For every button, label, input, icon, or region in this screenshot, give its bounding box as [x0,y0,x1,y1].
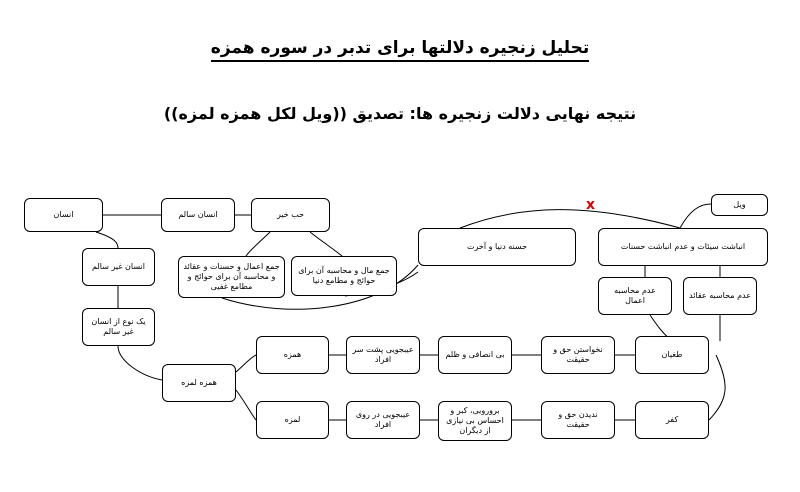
node-anbasht: انباشت سیئات و عدم انباشت حسنات [598,228,768,266]
node-jam-mal: جمع مال و محاسبه آن برای حوائج و مطامع دنیا [291,256,397,296]
node-toghyan: طغیان [635,336,709,374]
node-hobb-khair: حب خیر [251,198,330,232]
node-yek-no: یک نوع از انسان غیر سالم [82,308,155,346]
node-adam-mohasebe: عدم محاسبه اعمال [598,277,672,315]
node-kofr: کفر [635,401,709,439]
node-adam-aghayed: عدم محاسبه عقائد [683,277,757,315]
node-boruyi: برورویی، کبر و احساس بی نیازی از دیگران [438,401,512,441]
node-lomaze: لمزه [256,401,329,439]
broken-link-icon: x [586,197,596,213]
node-hamze: همزه [256,336,329,374]
node-nadidan: ندیدن حق و حقیقت [541,401,615,439]
node-jam-amal: جمع اعمال و حسنات و عقائد و محاسبه آن برای حوائج و مطامع غفیی [178,256,285,298]
node-insan-gheir-salem: انسان غیر سالم [82,248,155,286]
diagram-subtitle: نتیجه نهایی دلالت زنجیره ها: تصدیق ((ویل لکل همزه لمزه)) [163,104,637,123]
diagram-title: تحلیل زنجیره دلالتها برای تدبر در سوره همزه [0,38,800,58]
node-veil: ویل [711,194,768,216]
node-eib-posht: عیبجویی پشت سر افراد [346,336,420,374]
node-nakhastan: نخواستن حق و حقیقت [541,336,615,374]
node-insan: انسان [24,198,103,232]
node-hasane: حسنه دنیا و آخرت [418,228,576,266]
node-bi-ensafi: بی انصافی و ظلم [438,336,512,374]
node-insan-salem: انسان سالم [161,198,235,232]
node-hamze-lomaze: همزه لمزه [162,364,236,402]
node-eib-ru: عیبجویی در روی افراد [346,401,420,439]
